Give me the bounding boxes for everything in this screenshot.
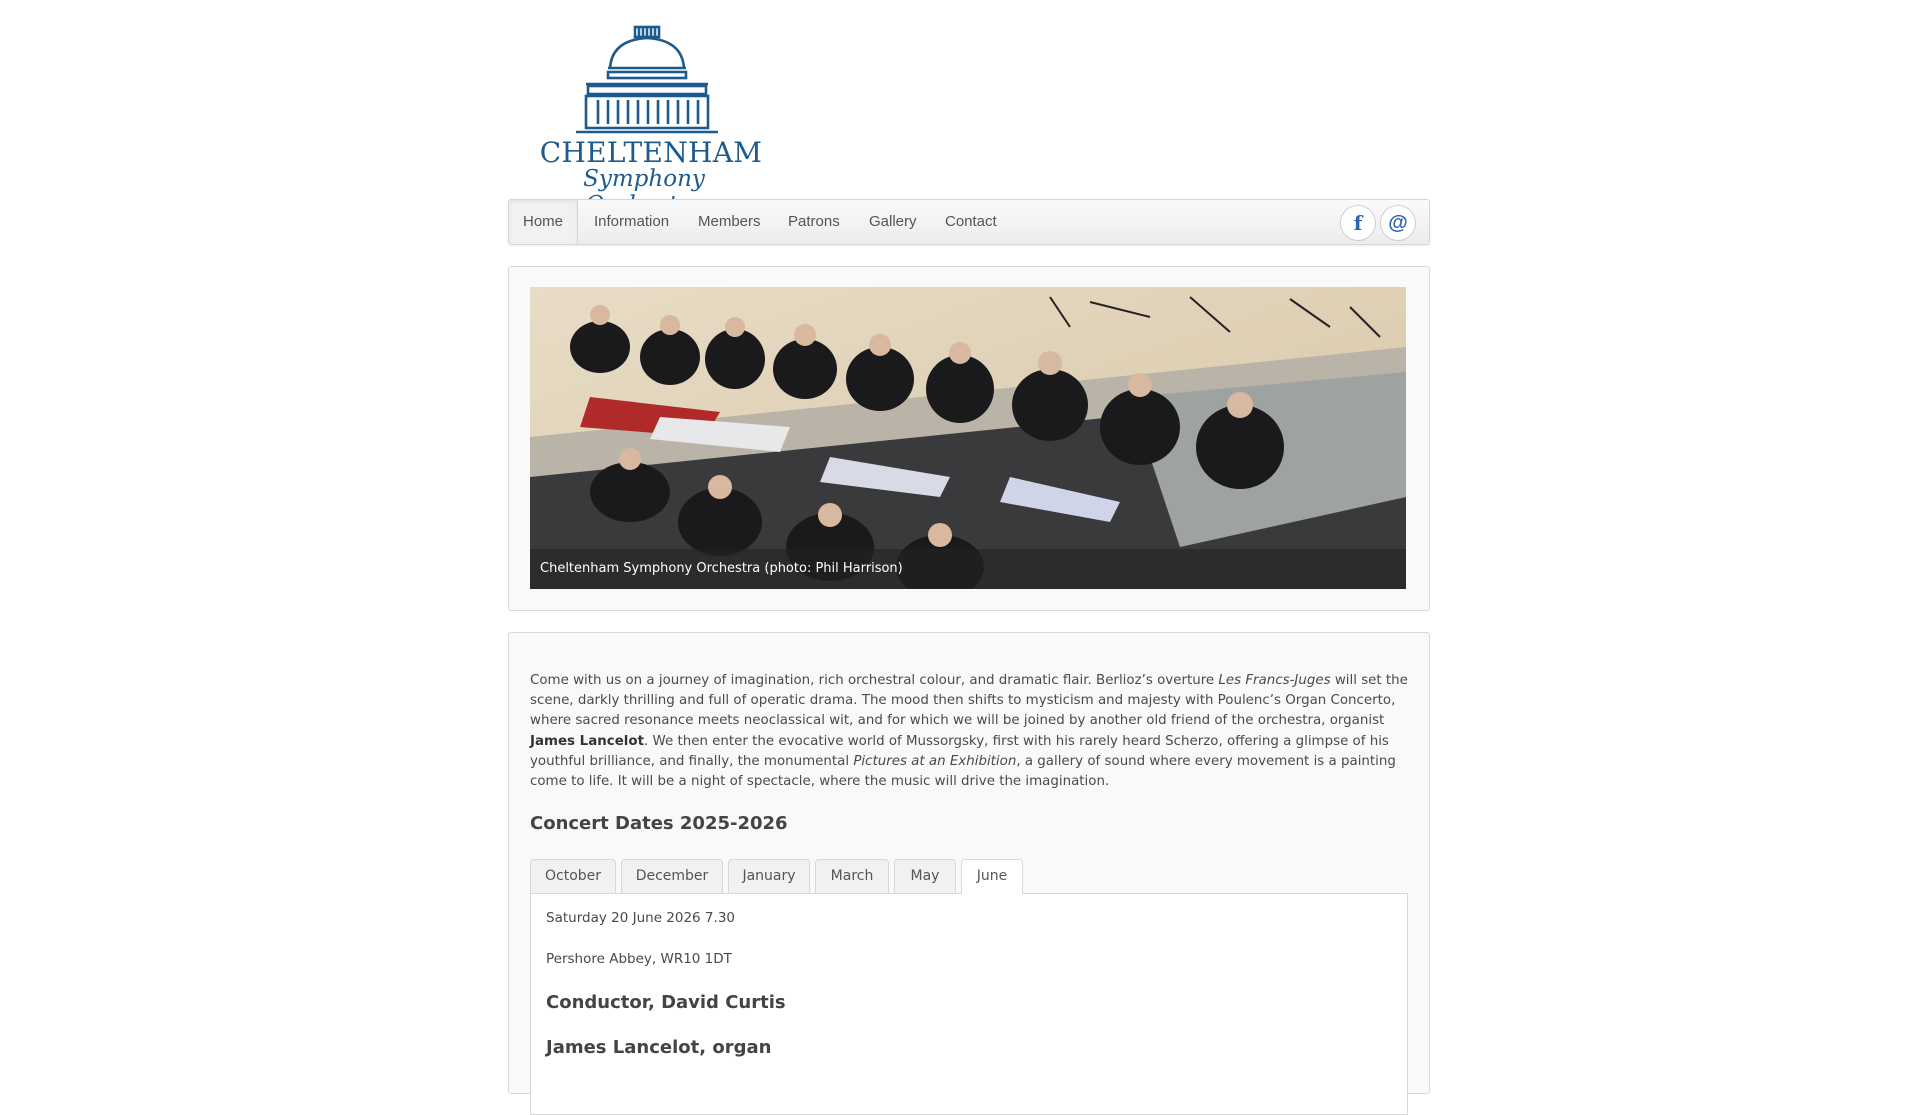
concert-date: Saturday 20 June 2026 7.30 xyxy=(546,910,735,926)
logo-subtitle: Symphony xyxy=(583,166,705,192)
content-panel xyxy=(508,632,1430,1094)
nav-home[interactable]: Home xyxy=(509,200,578,244)
tab-june[interactable]: June xyxy=(961,859,1023,894)
nav-gallery[interactable]: Gallery xyxy=(869,213,917,230)
concert-dates-title: Concert Dates 2025-2026 xyxy=(530,813,788,834)
nav-patrons[interactable]: Patrons xyxy=(788,213,840,230)
concert-venue: Pershore Abbey, WR10 1DT xyxy=(546,951,732,967)
slide-caption: Cheltenham Symphony Orchestra (photo: Phil Harrison) xyxy=(530,549,1406,589)
intro-paragraph xyxy=(530,671,1410,792)
intro-soloist: James Lancelot xyxy=(530,733,644,749)
concert-hall-icon xyxy=(520,20,760,136)
intro-work-2: Pictures at an Exhibition xyxy=(853,753,1017,769)
nav-contact[interactable]: Contact xyxy=(945,213,997,230)
nav-information[interactable]: Information xyxy=(594,213,670,230)
nav-members[interactable]: Members xyxy=(698,213,761,230)
intro-text-2: will set the scene, darkly thrilling and full of operatic drama. The mood then shifts to mysticism and majesty with Poulenc’s Organ Concerto, where sacred resonance meets neoclassical wit, and for which we will be joined by another old friend of the orchestra, organist xyxy=(530,673,1408,729)
slideshow-panel xyxy=(508,266,1430,611)
tab-march[interactable]: March xyxy=(815,859,889,893)
intro-text-4: , a gallery of sound where every movement is a painting come to life. It will be a night of spectacle, where the music will drive the imagination. xyxy=(530,753,1396,790)
intro-text-3: . We then enter the evocative world of Mussorgsky, first with his rarely heard Scherzo, offering a glimpse of his youthful brilliance, and finally, the monumental xyxy=(530,733,1389,769)
tab-october[interactable]: October xyxy=(530,859,616,893)
intro-work-1: Les Francs-Juges xyxy=(1218,673,1331,688)
logo-title: CHELTENHAM xyxy=(539,136,763,169)
site-logo[interactable] xyxy=(520,20,763,192)
facebook-icon[interactable]: f xyxy=(1340,205,1376,241)
tab-content-june xyxy=(530,893,1408,1115)
orchestra-image xyxy=(530,287,1406,589)
email-icon[interactable]: @ xyxy=(1380,205,1416,241)
orchestra-photo[interactable] xyxy=(530,287,1406,589)
intro-text-1: Come with us on a journey of imagination, rich orchestral colour, and dramatic flair. Berlioz’s overture xyxy=(530,673,1219,688)
concert-tabs xyxy=(530,859,1410,894)
tab-may[interactable]: May xyxy=(894,859,956,893)
concert-conductor: Conductor, David Curtis xyxy=(546,992,786,1013)
concert-soloist: James Lancelot, organ xyxy=(546,1037,772,1058)
tab-january[interactable]: January xyxy=(728,859,810,893)
main-navbar xyxy=(508,199,1430,245)
tab-december[interactable]: December xyxy=(621,859,723,893)
